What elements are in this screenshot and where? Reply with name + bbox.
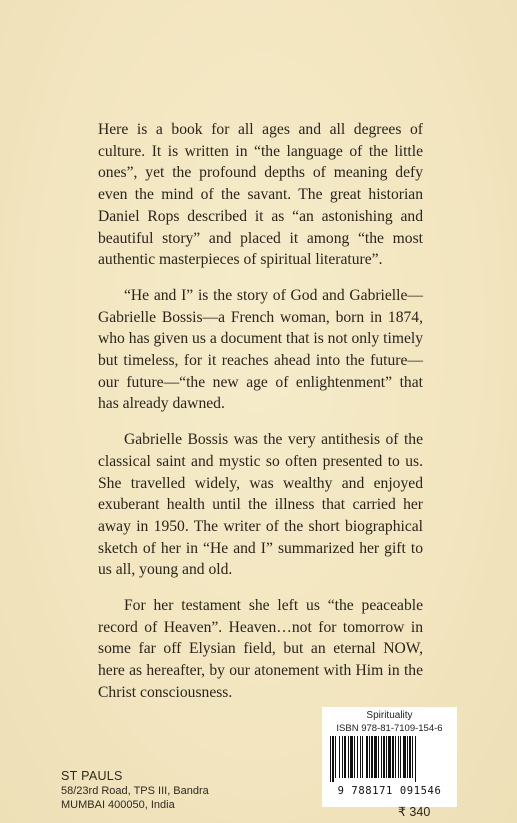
blurb-paragraph: Gabrielle Bossis was the very antithesis of the classical saint and mystic so often presented to us. She travelled widely, was wealthy and enjoyed exuberant health until the illness that carried her away in 1950. The writer of the short biographical sketch of her in “He and I” summarized her gift to us all, young and old. (98, 431, 423, 579)
price-label: ₹ 340 (398, 805, 431, 819)
isbn-number: ISBN 978-81-7109-154-6 (336, 723, 443, 734)
publisher-address-line-1: 58/23rd Road, TPS III, Bandra (61, 785, 209, 797)
publisher-name: ST PAULS (61, 769, 123, 783)
publisher-address-line-2: MUMBAI 400050, India (61, 799, 175, 811)
isbn-barcode-block (322, 707, 457, 807)
barcode-digits: 9 788171 091546 (337, 785, 442, 797)
blurb-paragraph: “He and I” is the story of God and Gabrielle—Gabrielle Bossis—a French woman, born in 1874, who has given us a document that is not only timely but timeless, for it reaches ahead into the future—our future—“the new age of enlightenment” that has already dawned. (98, 286, 423, 413)
blurb-text (98, 119, 423, 718)
category-label: Spirituality (366, 710, 413, 721)
blurb-paragraph: Here is a book for all ages and all degrees of culture. It is written in “the language of the little ones”, yet the profound depths of meaning defy even the mind of the savant. The great historian Daniel Rops described it as “an astonishing and beautiful story” and placed it among “the most authentic masterpieces of spiritual literature”. (98, 121, 423, 269)
blurb-paragraph: For her testament she left us “the peaceable record of Heaven”. Heaven…not for tomorrow in some far off Elysian field, but an eternal NOW, here as hereafter, by our atonement with Him in the Christ consciousness. (98, 597, 423, 701)
barcode-icon (330, 736, 450, 782)
publisher-imprint (61, 769, 209, 812)
